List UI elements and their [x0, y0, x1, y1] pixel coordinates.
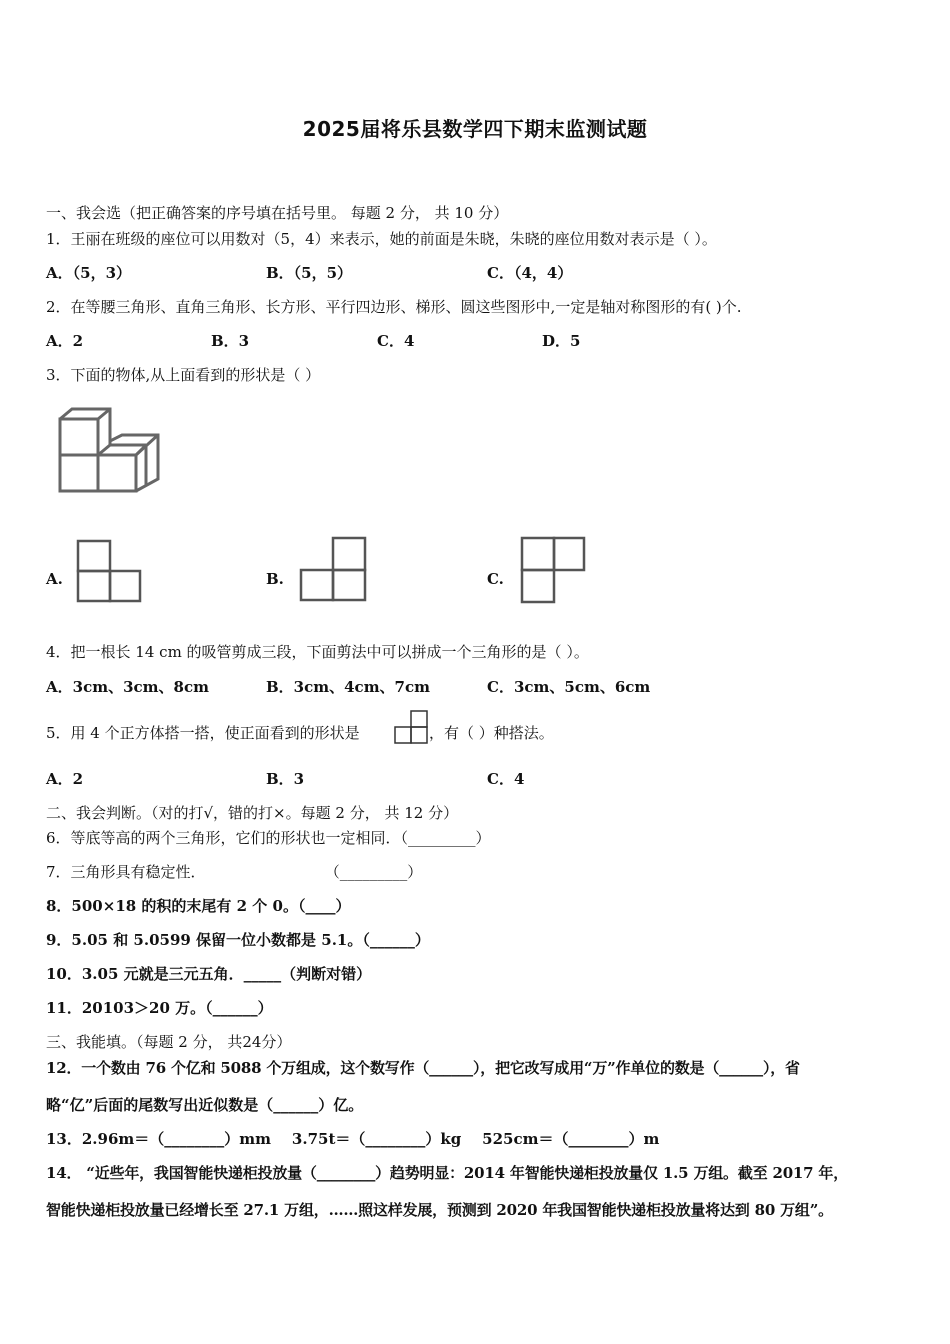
- question-3: 3．下面的物体,从上面看到的形状是（ ）: [46, 366, 321, 384]
- question-2: 2．在等腰三角形、直角三角形、长方形、平行四边形、梯形、圆这些图形中,一定是轴对称图形的有( )个.: [46, 298, 742, 316]
- question-10: 10．3.05 元就是三元五角．_____（判断对错）: [46, 965, 372, 983]
- section-heading-1: 一、我会选（把正确答案的序号填在括号里。 每题 2 分， 共 10 分）: [46, 204, 509, 222]
- question-6: 6．等底等高的两个三角形，它们的形状也一定相同．（_________）: [46, 829, 491, 847]
- q5-option-b: B．3: [266, 770, 305, 788]
- q2-option-a: A．2: [46, 332, 84, 350]
- question-14-line-2: 智能快递柜投放量已经增长至 27.1 万组，……照这样发展，预测到 2020 年我国智能快递柜投放量将达到 80 万组”。: [46, 1201, 833, 1219]
- q3-option-a: A.: [46, 570, 63, 588]
- q3-shape-b: [298, 535, 370, 603]
- section-heading-2: 二、我会判断。（对的打√，错的打×。每题 2 分， 共 12 分）: [46, 804, 459, 822]
- question-12-line-2: 略“亿”后面的尾数写出近似数是（______）亿。: [46, 1096, 364, 1114]
- q2-option-c: C．4: [377, 332, 415, 350]
- q3-option-c: C.: [487, 570, 504, 588]
- q5-option-c: C．4: [487, 770, 525, 788]
- question-5-suffix: ，有（ ）种搭法。: [429, 724, 554, 742]
- q2-option-b: B．3: [211, 332, 250, 350]
- question-8: 8．500×18 的积的末尾有 2 个 0。（____）: [46, 897, 351, 915]
- question-12-line-1: 12．一个数由 76 个亿和 5088 个万组成，这个数写作（______），把它改写成用“万”作单位的数是（______），省: [46, 1059, 800, 1077]
- cube-stack-figure: [55, 405, 165, 495]
- question-5-prefix: 5．用 4 个正方体搭一搭，使正面看到的形状是: [46, 724, 360, 742]
- question-9: 9．5.05 和 5.0599 保留一位小数都是 5.1。（______）: [46, 931, 430, 949]
- q2-option-d: D．5: [542, 332, 581, 350]
- q1-option-c: C．（4，4）: [487, 264, 573, 282]
- q1-option-a: A．（5，3）: [46, 264, 132, 282]
- question-1: 1．王丽在班级的座位可以用数对（5，4）来表示，她的前面是朱晓，朱晓的座位用数对表示是（ ）。: [46, 230, 717, 248]
- question-13: 13．2.96m＝（________）mm 3.75t＝（________）kg 525cm＝（________）m: [46, 1130, 660, 1148]
- section-heading-3: 三、我能填。（每题 2 分， 共24分）: [46, 1033, 292, 1051]
- q1-option-b: B．（5，5）: [266, 264, 353, 282]
- q3-shape-c: [519, 535, 589, 605]
- q5-option-a: A．2: [46, 770, 84, 788]
- question-11: 11．20103＞20 万。（______）: [46, 999, 273, 1017]
- q4-option-c: C．3cm、5cm、6cm: [487, 678, 651, 696]
- question-7: 7．三角形具有稳定性． （_________）: [46, 863, 423, 881]
- question-4: 4．把一根长 14 cm 的吸管剪成三段，下面剪法中可以拼成一个三角形的是（ ）。: [46, 643, 589, 661]
- q4-option-b: B．3cm、4cm、7cm: [266, 678, 431, 696]
- q5-front-view-figure: [393, 710, 429, 748]
- question-14-line-1: 14． “近些年，我国智能快递柜投放量（________）趋势明显：2014 年智能快递柜投放量仅 1.5 万组。截至 2017 年，: [46, 1164, 849, 1182]
- q3-option-b: B.: [266, 570, 284, 588]
- q4-option-a: A．3cm、3cm、8cm: [46, 678, 209, 696]
- q3-shape-a: [75, 538, 143, 604]
- page-title: 2025届将乐县数学四下期末监测试题: [302, 117, 648, 141]
